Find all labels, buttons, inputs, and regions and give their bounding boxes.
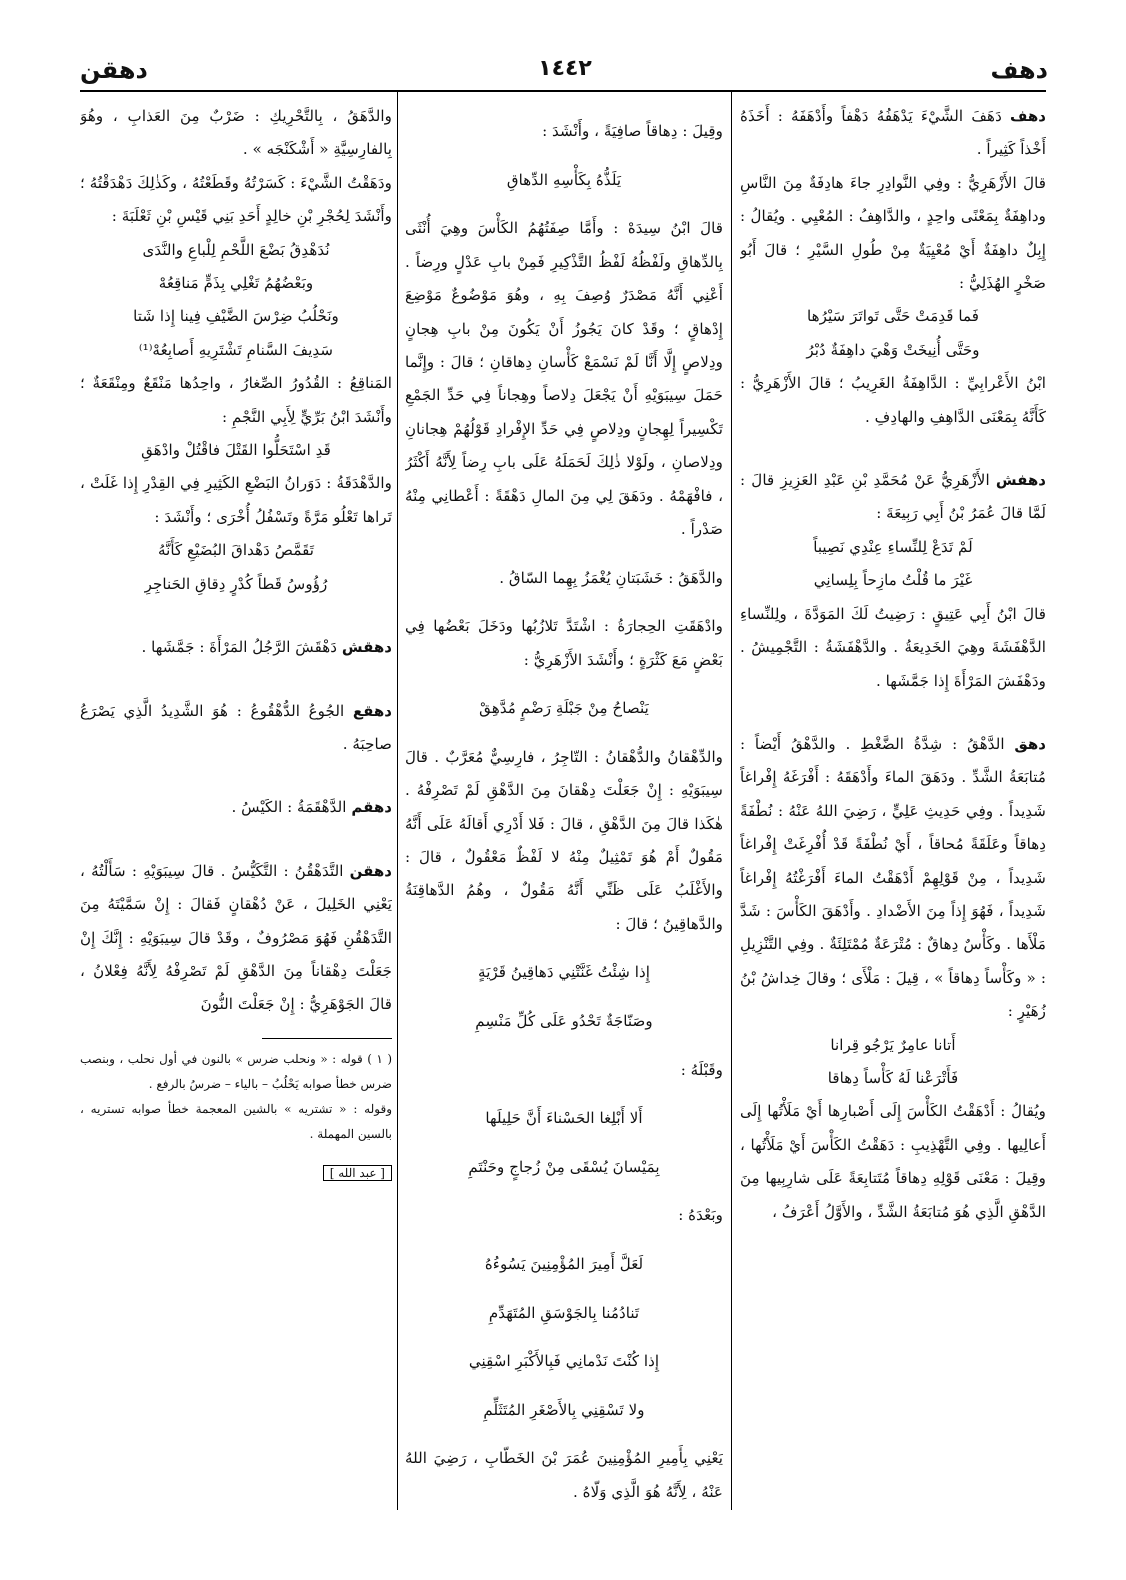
entry-text: والدَّهْدَقَةُ : دَوَرانُ البَضْعِ الكَثِيرِ فِي القِدْرِ إِذا غَلَتْ ، تَراها تَعْلُو مَرَّةً وتَسْفُلُ أُخْرَى ؛ وأَنْشَدَ : xyxy=(80,474,392,526)
verse-line: فَأَتْرَعْنا لَهُ كَأْساً دِهاقا xyxy=(827,1068,959,1087)
column-middle xyxy=(405,100,723,1500)
verse-line: ولا تَسْقِنِي بِالأَصْغَرِ المُتَثَلِّمِ xyxy=(483,1400,645,1419)
entry-dahqam xyxy=(80,791,392,824)
footnote-signature xyxy=(80,1157,392,1190)
entry-first-line xyxy=(80,695,392,762)
footnotes xyxy=(80,1047,392,1147)
entry-text: ويُقالُ : أَدْهَقْتُ الكَأْسَ إِلَى أَصْبارِها أَيْ مَلَأْتُها إِلَى أَعالِيها . وفِي التَّهْذِيبِ : دَهَقْتُ الكَأْسَ أَيْ مَلَأْتُها ، وقِيلَ : مَعْنَى قَوْلِهِ دِهاقاً مُتَتابِعَةً عَلَى شارِبِيها مِنَ الدَّهْقِ الَّذِي هُوَ مُتابَعَةُ الشَّدِّ ، والأَوَّلُ أَعْرَفُ ، xyxy=(740,1102,1046,1221)
entry-text: قالَ ابْنُ أَبِي عَتِيقٍ : رَضِيتُ لَكَ المَوَدَّةَ ، ولِلنِّساءِ الدَّهْفَشَةَ وهِيَ الخَدِيعَةُ . والدَّهْفَشَةُ : التَّجْمِيشُ . ودَهْفَشَ المَرْأَةَ إِذا جَمَّشَها . xyxy=(740,604,1046,690)
entry-text: التَّدَهْقُنُ : التَّكَيُّسُ . قالَ سِيبَوَيْهِ : سَأَلْتُهُ ، يَعْنِي الخَلِيلَ ، عَنْ دُهْقانٍ فَقالَ : إِنْ سَمَّيْتَهُ مِنَ التَّدَهْقُنِ فَهُوَ مَصْرُوفٌ ، وقَدْ قالَ سِيبَوَيْهِ : إِنَّكَ إِنْ جَعَلْتَ دِهْقاناً مِنَ الدَّهْقِ لَمْ تَصْرِفْهُ لِأَنَّهُ فِعْلانُ ، قالَ الجَوْهَرِيُّ : إِنْ جَعَلْتَ النُّونَ xyxy=(80,861,392,1014)
entry-dahqan xyxy=(80,855,392,1022)
verse-line: يَلَذُّهُ بِكَأْسِهِ الدِّهاقِ xyxy=(506,170,622,189)
entry-dahaf xyxy=(740,100,1046,434)
entry-text: دَهْقَشَ الرَّجُلُ المَرْأَةَ : جَمَّشَها . xyxy=(141,638,338,657)
entry-dahfash xyxy=(740,464,1046,698)
page-header xyxy=(80,50,1048,90)
entry-text: ودَهَقْتُ الشَّيْءَ : كَسَرْتُهُ وقَطَعْتُهُ ، وكَذٰلِكَ دَهْدَقْتُهُ ؛ وأَنْشَدَ لِحُجْرِ بْنِ خالِدٍ أَحَدِ بَنِي قَيْسِ بْنِ ثَعْلَبَةَ : xyxy=(80,173,392,226)
page-number: ١٤٤٢ xyxy=(538,56,592,81)
entry-text: الدَّهْقَمَةُ : الكَيْسُ . xyxy=(231,798,347,817)
verse-line: وحَتَّى أُنِيخَتْ وَهْيَ داهِفَةٌ دُبْرُ xyxy=(806,340,980,359)
entry-first-line xyxy=(740,100,1046,167)
verse-line: رُؤُوسُ قَطاً كُدْرٍ دِقاقِ الحَناجِرِ xyxy=(144,574,328,593)
headword: دهقن xyxy=(349,861,392,880)
verse-line: فَما قَدِمَتْ حَتَّى تَواتَرَ سَيْرُها xyxy=(806,307,980,326)
verse-line: إِذا شِئْتُ غَنَّتْنِي دَهاقِينُ قَرْيَةٍ xyxy=(478,963,650,982)
entry-text: وقِيلَ : دِهاقاً صافِيَةً ، وأَنْشَدَ : xyxy=(542,122,723,141)
entry-text: الأَزْهَرِيُّ عَنْ مُحَمَّدِ بْنِ عَبْدِ العَزِيزِ قالَ : لَمَّا قالَ عُمَرُ بْنُ أَبِي رَبِيعَةَ : xyxy=(740,471,1046,523)
header-left-guide-word: دهقن xyxy=(80,56,148,84)
entry-text: وبَعْدَهُ : xyxy=(678,1206,723,1225)
headword: دهفش xyxy=(995,471,1046,490)
entry-text: الجُوعُ الدُّهْقُوعُ : هُوَ الشَّدِيدُ الَّذِي يَصْرَعُ صاحِبَهُ . xyxy=(80,701,392,753)
entry-text: وادْهَقَتِ الحِجارَةُ : اشْتَدَّ تَلازُبُها ودَخَلَ بَعْضُها فِي بَعْضٍ مَعَ كَثْرَةٍ ؛ وأَنْشَدَ الأَزْهَرِيُّ : xyxy=(405,617,723,669)
entry-text: وقَبْلَهُ : xyxy=(680,1060,723,1079)
verse-line: تَنادُمُنا بِالجَوْسَقِ المُتَهَدِّمِ xyxy=(488,1303,640,1322)
entry-dahq-continued xyxy=(80,100,392,601)
entry-text: دَهَفَ الشَّيْءَ يَدْهَفُهُ دَهْفاً وأَدْهَفَهُ : أَخَذَهُ أَخْذاً كَثِيراً . xyxy=(740,107,1046,159)
entry-text: والدَّهَقُ ، بِالتَّحْرِيكِ : ضَرْبٌ مِنَ العَذابِ ، وهُوَ بِالفارِسِيَّةِ « أَشْكَنْجَه » . xyxy=(80,107,392,159)
entry-text: ابْنُ الأَعْرابِيِّ : الدَّاهِفَةُ الغَرِيبُ ؛ قالَ الأَزْهَرِيُّ : كَأَنَّهُ بِمَعْنَى الدَّاهِفِ والهادِفِ . xyxy=(740,374,1046,426)
entry-text: والدِّهْقانُ والدُّهْقانُ : التّاجِرُ ، فارِسِيٌّ مُعَرَّبٌ . قالَ سِيبَوَيْهِ : إِنْ جَعَلْتَ دِهْقانَ مِنَ الدَّهْقِ لَمْ تَصْرِفْهُ . هٰكَذا قالَ مِنَ الدَّهْقِ ، قالَ : فَلا أَدْرِي أَقالَهُ عَلَى أَنَّهُ مَقُولٌ أَمْ هُوَ تَمْثِيلٌ مِنْهُ لا لَفْظٌ مَعْقُولٌ ، قالَ : والأَغْلَبُ عَلَى ظَنِّي أَنَّهُ مَقُولٌ ، وهُمُ الدَّهاقِنَةُ والدَّهاقِينُ ؛ قالَ : xyxy=(405,747,723,933)
footnote-2: وقوله : « تشتريه » بالشين المعجمة خطأ صوابه تستريه ، بالسين المهملة . xyxy=(80,1101,392,1141)
verse-line: وبَعْضُهُمُ تَغْلِي بِذَمٍّ مَناقِعُهْ xyxy=(158,274,314,293)
header-right-guide-word: دهف xyxy=(990,56,1048,84)
entry-text: قالَ الأَزْهَرِيُّ : وفِي النَّوادِرِ جاءَ هادِفَةٌ مِنَ النَّاسِ وداهِفَةٌ بِمَعْنًى واحِدٍ ، والدَّاهِفُ : المُعْيِي . ويُقالُ : إِبِلٌ داهِفَةٌ أَيْ مُعْيِيَةٌ مِنْ طُولِ السَّيْرِ ؛ قالَ أَبُو صَخْرٍ الهُذَلِيُّ : xyxy=(740,173,1046,293)
headword: دهف xyxy=(1010,107,1046,125)
entry-first-line xyxy=(80,791,392,824)
footnote-1: ( ١ ) قوله : « ونحلب ضرس » بالنون في أول نحلب ، وبنصب ضرس خطأ صوابه يَحْلُبُ – بالياء – ضرسُ بالرفع . xyxy=(80,1051,392,1091)
entry-dahqa xyxy=(80,695,392,762)
verse-line: ونَحْلُبُ ضِرْسَ الضَّيْفِ فِينا إِذا شَتا xyxy=(133,307,339,326)
entry-text: قالَ ابْنُ سِيدَهْ : وأَمَّا صِفَتُهُمُ الكَأْسَ وهِيَ أُنْثَى بِالدِّهاقِ ولَفْظُهُ لَفْظُ التَّذْكِيرِ فَمِنْ بابِ عَدْلٍ ورِضاً . أَعْنِي أَنَّهُ مَصْدَرٌ وُصِفَ بِهِ ، وهُوَ مَوْضُوعٌ مَوْضِعَ إِدْهاقٍ ؛ وقَدْ كانَ يَجُوزُ أَنْ يَكُونَ مِنْ بابِ هِجانٍ ودِلاصٍ إِلَّا أَنَّا لَمْ نَسْمَعْ كَأْسانِ دِهاقانِ ؛ قالَ : وإِنَّما حَمَلَ سِيبَوَيْهِ أَنْ يَجْعَلَ دِلاصاً وهِجاناً فِي حَدِّ الجَمْعِ تَكْسِيراً لِهِجانٍ ودِلاصٍ فِي حَدِّ الإِفْرادِ قَوْلُهُمْ هِجانانِ ودِلاصانِ ، ولَوْلا ذٰلِكَ لَحَمَلَهُ عَلَى بابِ رِضاً لِأَنَّهُ أَكْثَرُ ، فافْهَمْهُ . ودَهَقَ لِي مِنَ المالِ دَهْقَةً : أَعْطانِي مِنْهُ صَدْراً . xyxy=(405,219,723,539)
header-rule xyxy=(80,90,1046,92)
entry-first-line xyxy=(740,464,1046,531)
entry-first-line xyxy=(740,728,1046,1029)
entry-dahqash xyxy=(80,631,392,664)
column-divider-left xyxy=(397,92,398,1510)
verse-line: إِذا كُنْتَ نَدْمانِي فَبِالأَكْبَرِ اسْقِنِي xyxy=(468,1352,660,1371)
verse-line: بِمَيْسانَ يُسْقَى مِنْ زُجاجٍ وحَنْتَمِ xyxy=(468,1157,660,1176)
entry-text: يَعْنِي بِأَمِيرِ المُؤْمِنِينَ عُمَرَ بْنَ الخَطّابِ ، رَضِيَ اللهُ عَنْهُ ، لِأَنَّهُ هُوَ الَّذِي وَلّاهُ . xyxy=(405,1449,723,1500)
verse-line: أَلا أَبْلِغا الحَسْناءَ أَنَّ حَلِيلَها xyxy=(485,1109,643,1128)
headword: دهقش xyxy=(341,638,392,657)
headword: دهق xyxy=(1014,734,1046,753)
column-right xyxy=(740,100,1046,1500)
entry-first-line xyxy=(80,855,392,1022)
verse-line: لَمْ تَدَعْ لِلنِّساءِ عِنْدِي نَصِيباً xyxy=(813,537,973,556)
verse-line: سَدِيفَ السَّنامِ تَشْتَرِيهِ أَصابِعُهْ⁽¹⁾ xyxy=(138,340,334,359)
entry-dahq xyxy=(740,728,1046,1229)
headword: دهقم xyxy=(351,798,392,817)
column-left xyxy=(80,100,392,1500)
verse-line: وصَنّاجَةٌ تَحْدُو عَلَى كُلِّ مَنْسِمِ xyxy=(475,1012,653,1031)
verse-line: غَيْرَ ما قُلْتُ مازِحاً بِلِسانِي xyxy=(813,571,973,590)
column-divider-right xyxy=(731,92,732,1510)
footnote-rule xyxy=(262,1038,392,1039)
verse-line: يَنْصاحُ مِنْ جَبْلَةِ رَضْمٍ مُدَّهِقْ xyxy=(479,699,649,718)
verse-line: لَعَلَّ أَمِيرَ المُؤْمِنِينَ يَسُوءُهُ xyxy=(484,1255,644,1273)
verse-line: أَتانا عامِرٌ يَرْجُو قِرانا xyxy=(830,1035,956,1054)
entry-text: الدَّهْقُ : شِدَّةُ الضَّغْطِ . والدَّهْقُ أَيْضاً : مُتابَعَةُ الشَّدِّ . ودَهَقَ الماءَ وأَدْهَقَهُ : أَفْرَغَهُ إِفْراغاً شَدِيداً . وفِي حَدِيثِ عَلِيٍّ ، رَضِيَ اللهُ عَنْهُ : نُطْفَةً دِهاقاً وعَلَقَةً مُحاقاً ، أَيْ نُطْفَةً قَدْ أُفْرِغَتْ إِفْراغاً شَدِيداً ، مِنْ قَوْلِهِمْ أَدْهَقْتُ الماءَ أَفْرَغْتُهُ إِفْراغاً شَدِيداً ، فَهُوَ إِذاً مِنَ الأَضْدادِ . وأَدْهَقَ الكَأْسَ : شَدَّ مَلْأَها . وكَأْسٌ دِهاقٌ : مُتْرَعَةٌ مُمْتَلِئَةٌ . وفِي التَّنْزِيلِ : « وكَأْساً دِهاقاً » ، قِيلَ : مَلْأَى ؛ وقالَ خِداشُ بْنُ زُهَيْرٍ : xyxy=(740,734,1046,1021)
entry-text: المَناقِعُ : القُدُورُ الصِّغارُ ، واحِدُها مَنْقَعٌ ومِنْقَعَةٌ ؛ وأَنْشَدَ ابْنُ بَرِّيٍّ لِأَبِي النَّجْمِ : xyxy=(80,374,392,426)
verse-line: قَدِ اسْتَحَلُّوا القَتْلَ فاقْتُلْ وادْهَقِ xyxy=(141,441,331,460)
verse-line: نُدَهْدِقُ بَضْعَ اللَّحْمِ لِلْباعِ والنَّدَى xyxy=(142,240,330,259)
entry-text: والدَّهَقُ : خَشَبَتانِ يُغْمَزُ بِهِما السّاقُ . xyxy=(499,568,723,587)
verse-line: تَقَمَّصُ دَهْداقَ البُضَيْعِ كَأَنَّهُ xyxy=(157,541,315,560)
entry-first-line xyxy=(80,631,392,664)
headword: دهقع xyxy=(352,701,392,720)
footnote-signature-text: [ عبد الله ] xyxy=(323,1165,392,1181)
